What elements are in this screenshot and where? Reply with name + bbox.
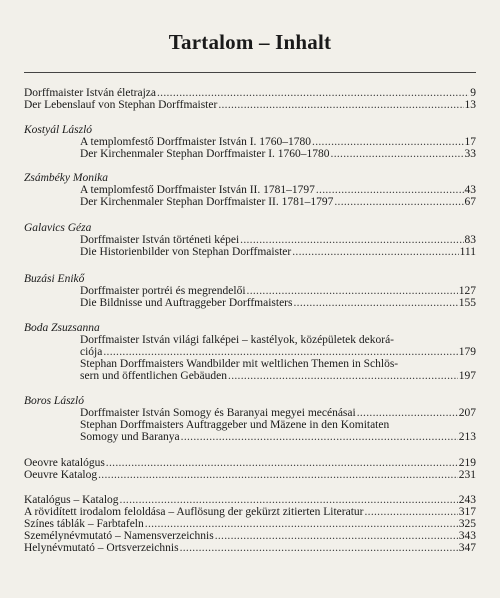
entry-page: 317: [458, 506, 476, 518]
entry-page: 33: [464, 148, 476, 160]
entry-title: Személynévmutató – Namensverzeichnis: [24, 530, 214, 542]
entry-title: Helynévmutató – Ortsverzeichnis: [24, 542, 179, 554]
section-author: Galavics Géza: [24, 222, 92, 234]
entry-title: Katalógus – Katalog: [24, 494, 119, 506]
entry-page: 111: [459, 246, 476, 258]
toc-entry: [80, 431, 476, 444]
entry-page: 243: [458, 494, 476, 506]
entry-page: 347: [458, 542, 476, 554]
entry-page: 343: [458, 530, 476, 542]
title-rule: [24, 72, 476, 73]
entry-title: Dorffmaister István Somogy és Baranyai megyei mecénásai: [80, 407, 356, 419]
toc-entry: [24, 542, 476, 555]
entry-page: 13: [464, 99, 476, 111]
entry-title: Színes táblák – Farbtafeln: [24, 518, 144, 530]
entry-page: 207: [458, 407, 476, 419]
entry-title-line: Stephan Dorffmaisters Auftraggeber und Mäzene in den Komitaten: [80, 419, 390, 431]
entry-title: Oeuvre Katalog: [24, 469, 98, 481]
entry-title: Der Lebenslauf von Stephan Dorffmaister: [24, 99, 218, 111]
entry-page: 325: [458, 518, 476, 530]
section-author: Boda Zsuzsanna: [24, 322, 100, 334]
dot-leader: [218, 99, 463, 112]
toc-entry: [24, 469, 476, 482]
toc-entry: [80, 246, 476, 259]
entry-page: 213: [458, 431, 476, 443]
entry-title: Die Bildnisse und Auftraggeber Dorffmaisters: [80, 297, 293, 309]
entry-title: Dorffmaister portréi és megrendelői: [80, 285, 246, 297]
entry-title: Die Historienbilder von Stephan Dorffmaister: [80, 246, 292, 258]
entry-title: Der Kirchenmaler Stephan Dorffmaister I. 1760–1780: [80, 148, 330, 160]
section-author: Buzási Enikő: [24, 273, 85, 285]
dot-leader: [98, 469, 458, 482]
entry-page: 219: [458, 457, 476, 469]
entry-title: ciója: [80, 346, 103, 358]
entry-title: A rövidített irodalom feloldása – Auflösung der gekürzt zitierten Literatur: [24, 506, 364, 518]
entry-title: A templomfestő Dorffmaister István II. 1781–1797: [80, 184, 315, 196]
entry-page: 179: [458, 346, 476, 358]
dot-leader: [292, 246, 458, 259]
toc-entry: [80, 196, 476, 209]
entry-page: 197: [458, 370, 476, 382]
entry-title: Dorffmaister István életrajza: [24, 87, 156, 99]
section-author: Kostyál László: [24, 124, 93, 136]
entry-page: 43: [464, 184, 476, 196]
section-author: Zsámbéky Monika: [24, 172, 108, 184]
dot-leader: [294, 297, 458, 310]
dot-leader: [181, 431, 458, 444]
entry-page: 9: [470, 87, 476, 99]
section-author: Boros László: [24, 395, 84, 407]
entry-page: 83: [464, 234, 476, 246]
toc-entry: [80, 370, 476, 383]
toc-entry: [80, 148, 476, 161]
entry-title-line: Stephan Dorffmaisters Wandbilder mit weltlichen Themen in Schlös-: [80, 358, 399, 370]
entry-title: Somogy und Baranya: [80, 431, 180, 443]
dot-leader: [331, 148, 464, 161]
entry-title: sern und öffentlichen Gebäuden: [80, 370, 228, 382]
entry-page: 17: [464, 136, 476, 148]
toc-entry: [80, 297, 476, 310]
entry-page: 231: [458, 469, 476, 481]
entry-title: Oeovre katalógus: [24, 457, 105, 469]
page-title: Tartalom – Inhalt: [168, 30, 332, 54]
entry-title: Der Kirchenmaler Stephan Dorffmaister II. 1781–1797: [80, 196, 334, 208]
entry-page: 127: [458, 285, 476, 297]
dot-leader: [334, 196, 463, 209]
entry-title: Dorffmaister István történeti képei: [80, 234, 240, 246]
dot-leader: [228, 370, 458, 383]
entry-page: 67: [464, 196, 476, 208]
toc-entry: [24, 99, 476, 112]
entry-page: 155: [458, 297, 476, 309]
entry-title: A templomfestő Dorffmaister István I. 1760–1780: [80, 136, 312, 148]
entry-title-line: Dorffmaister István világi falképei – kastélyok, középületek dekorá-: [80, 334, 395, 346]
dot-leader: [180, 542, 458, 555]
